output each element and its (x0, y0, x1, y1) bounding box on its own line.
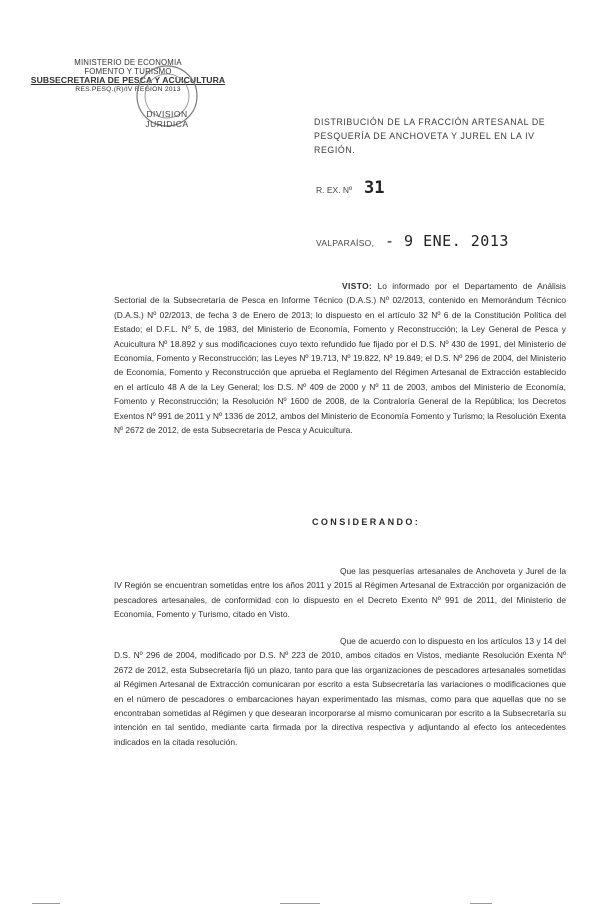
visto-paragraph (114, 279, 566, 437)
date: - 9 ENE. 2013 (385, 232, 509, 250)
seal-label: DIVISION JURIDICA (145, 109, 189, 129)
visto-heading: VISTO: (342, 281, 373, 291)
considerando-paragraph-1: Que las pesquerías artesanales de Anchoveta y Jurel de la IV Región se encuentran sometidas entre los años 2011 y 2015 al Régimen Artesanal de Extracción por organización de pescadores artesanales, de conformidad con lo dispuesto en el Decreto Exento Nº 991 de 2011, del Ministerio de Economía, Fomento y Turismo, citado en Visto. (114, 566, 566, 620)
ministry-name: MINISTERIO DE ECONOMIA (74, 58, 182, 67)
registry-code: RES.PESQ.(R)/IV REGION 2013 (75, 86, 181, 93)
resolution-subject: DISTRIBUCIÓN DE LA FRACCIÓN ARTESANAL DE PESQUERÍA DE ANCHOVETA Y JUREL EN LA IV REGIÓN. (314, 117, 546, 155)
footer-divider (32, 903, 60, 904)
subsecretaria-name: SUBSECRETARIA DE PESCA Y ACUICULTURA (30, 75, 226, 85)
visto-text: Lo informado por el Departamento de Análisis Sectorial de la Subsecretaría de Pesca en Informe Técnico (D.A.S.) Nº 02/2013, contenido en Memorándum Técnico (D.A.S.) Nº 02/2013, de fecha 3 de Enero de 2013; lo dispuesto en el artículo 32 Nº 6 de la Constitución Política del Estado; el D.F.L. Nº 5, de 1983, del Ministerio de Economía, Fomento y Reconstrucción; la Ley General de Pesca y Acuicultura Nº 18.892 y sus modificaciones cuyo texto refundido fue fijado por el D.S. Nº 430 de 1991, del Ministerio de Economía, Fomento y Reconstrucción; las Leyes Nº 19.713, Nº 19.822, Nº 19.849; el D.S. Nº 296 de 2004, del Ministerio de Economía, Fomento y Reconstrucción que aprueba el Reglamento del Régimen Artesanal de Extracción establecido en el artículo 48 A de la Ley General; los D.S. Nº 409 de 2000 y Nº 11 de 2003, ambos del Ministerio de Economía, Fomento y Reconstrucción; la Resolución Nº 1600 de 2008, de la Contraloría General de la República; los Decretos Exentos Nº 991 de 2011 y Nº 1336 de 2012, ambos del Ministerio de Economía Fomento y Turismo; la Resolución Exenta Nº 2672 de 2012, de esta Subsecretaría de Pesca y Acuicultura. (114, 281, 566, 436)
footer-divider (470, 903, 492, 904)
place: VALPARAÍSO, (316, 238, 375, 248)
considerando-heading: CONSIDERANDO: (312, 517, 421, 527)
resolution-label: R. EX. Nº (316, 185, 353, 195)
ministry-subtitle: FOMENTO Y TURISMO (84, 67, 172, 76)
considerando-paragraph-2: Que de acuerdo con lo dispuesto en los artículos 13 y 14 del D.S. Nº 296 de 2004, modificado por D.S. Nº 223 de 2010, ambos citados en Vistos, mediante Resolución Exenta Nº 2672 de 2012, esta Subsecretaría fijó un plazo, tanto para que las organizaciones de pescadores artesanales sometidas al Régimen Artesanal de Extracción comunicaran por escrito a esta Subsecretaría las variaciones o modificaciones que en el número de pescadores o embarcaciones hayan experimentado las mismas, como para que aquellas que no se encontraban sometidas al Régimen y que desearan incorporarse al mismo comunicaran por escrito a la Subsecretaría su intención en tal sentido, mediante carta firmada por la directiva respectiva y adjuntando al efecto los antecedentes indicados en la citada resolución. (114, 636, 566, 747)
footer-divider (280, 903, 320, 904)
resolution-number: 31 (364, 178, 385, 198)
